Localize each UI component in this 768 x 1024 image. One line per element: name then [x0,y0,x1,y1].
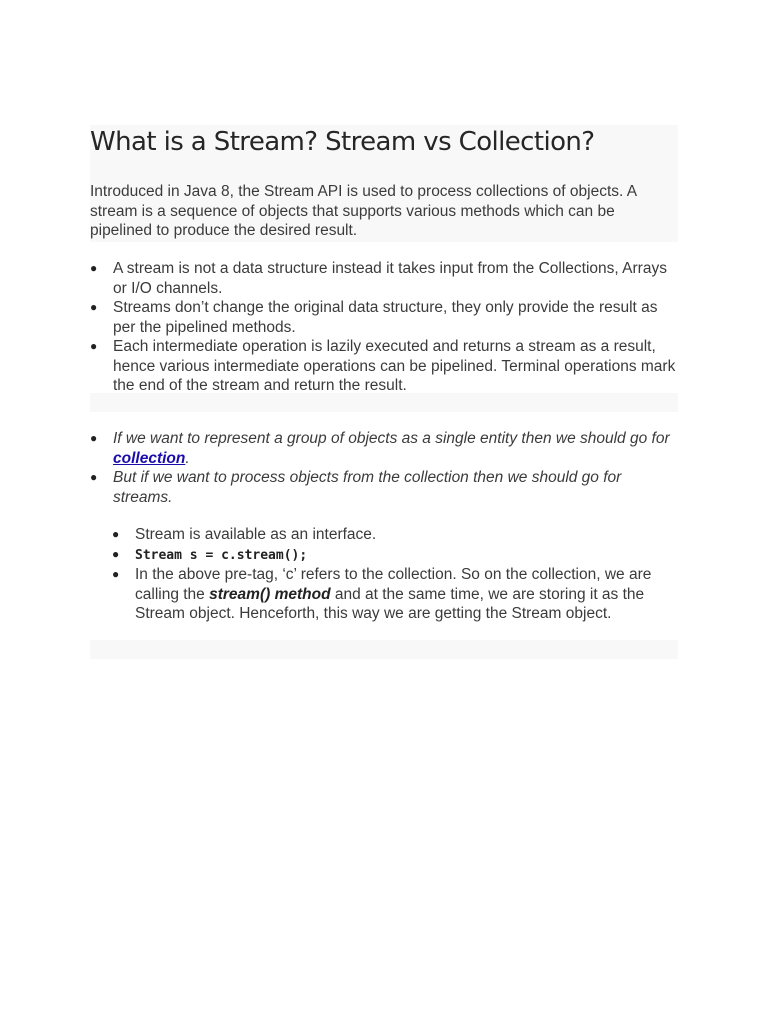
bullet-icon: ● [90,470,98,484]
separator-band [90,393,678,412]
collection-link[interactable]: collection [113,449,186,467]
list-item: ● Streams don’t change the original data structure, they only provide the result as per the pipelined methods. [90,299,658,336]
list-item: ● Stream is available as an interface. [112,526,377,543]
bottom-band [90,640,678,659]
page-title: What is a Stream? Stream vs Collection? [90,127,595,157]
bullet-icon: ● [90,431,98,445]
list-item: ● But if we want to process objects from the collection then we should go for streams. [90,469,622,506]
list-item: ● In the above pre-tag, ‘c’ refers to the collection. So on the collection, we are calling the stream() method and at the same time, we are storing it as the Stream object. Henceforth, this way we are getting the Stream object. [112,566,652,622]
list-item: ● A stream is not a data structure instead it takes input from the Collections, Arrays or I/O channels. [90,260,667,297]
bullet-icon: ● [112,527,120,541]
stream-properties-list [90,259,678,396]
bullet-icon: ● [112,546,120,561]
list-item: ● Each intermediate operation is lazily executed and returns a stream as a result, hence various intermediate operations can be pipelined. Terminal operations mark the end of the stream and return the result. [90,338,676,394]
collection-vs-stream-list [90,429,678,507]
code-snippet: Stream s = c.stream(); [135,547,308,563]
bullet-icon: ● [90,300,98,314]
stream-method-emphasis: stream() method [209,585,331,603]
bullet-icon: ● [112,567,120,581]
bullet-icon: ● [90,261,98,275]
list-item: ● If we want to represent a group of objects as a single entity then we should go for collection. [90,430,670,467]
stream-usage-list [112,525,678,624]
list-item [112,545,678,566]
bullet-icon: ● [90,339,98,353]
intro-paragraph: Introduced in Java 8, the Stream API is used to process collections of objects. A stream is a sequence of objects that supports various methods which can be pipelined to produce the desired result. [90,183,637,239]
